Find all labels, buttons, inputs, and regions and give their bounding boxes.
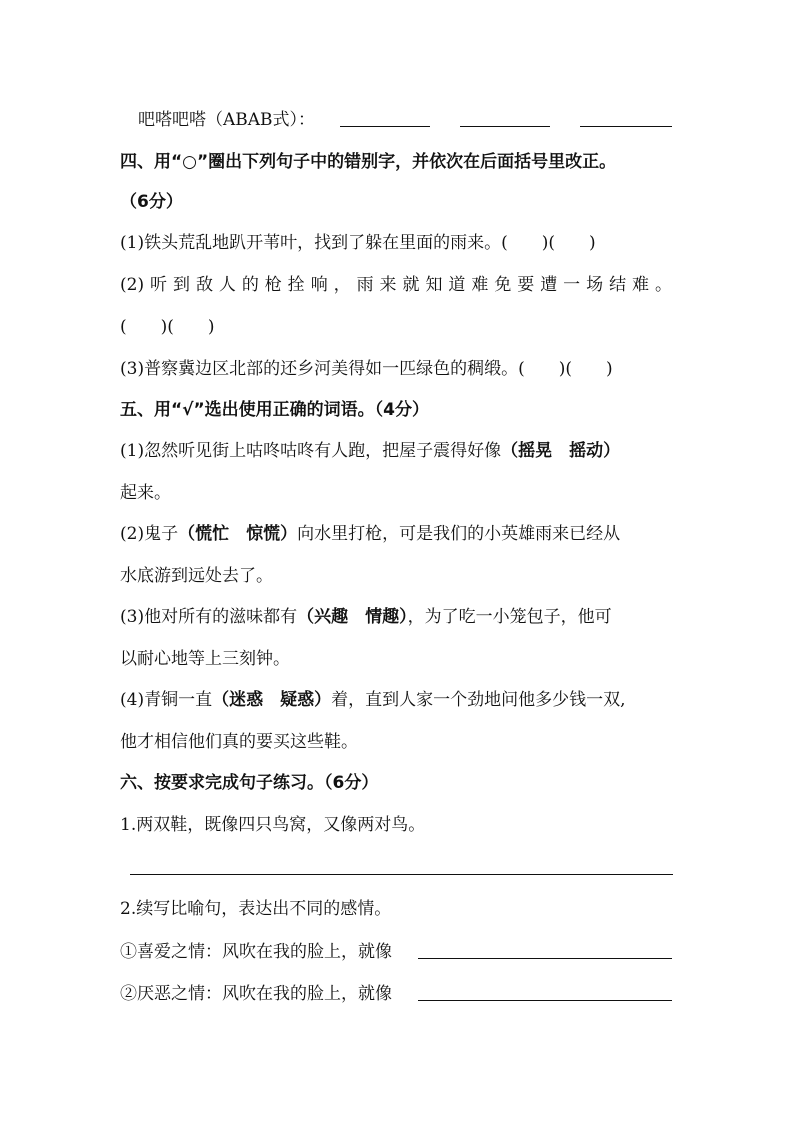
q5-sentence-4-cont: 他才相信他们真的要买这些鞋。 [120, 732, 358, 752]
section-6-title: 六、按要求完成句子练习。（6分） [120, 773, 379, 793]
answer-blank-2[interactable] [460, 110, 550, 127]
q6-item-a-blank[interactable] [418, 942, 672, 959]
q5-s3-options[interactable]: （兴趣 情趣） [297, 607, 408, 627]
q5-sentence-2-cont: 水底游到远处去了。 [120, 566, 273, 586]
section-4-score: （6分） [120, 192, 183, 212]
q5-s3-text: (3)他对所有的滋味都有 [120, 607, 298, 627]
q4-sentence-2-brackets: ( )( ) [120, 317, 215, 337]
answer-blank-1[interactable] [340, 110, 430, 127]
q5-s2-text: (2)鬼子 [120, 524, 179, 544]
q6-item-a: ①喜爱之情：风吹在我的脸上，就像 [120, 942, 392, 962]
q5-sentence-2 [120, 522, 680, 546]
section-5-title: 五、用“√”选出使用正确的词语。（4分） [120, 400, 430, 420]
q5-s4-options[interactable]: （迷惑 疑惑） [212, 690, 332, 710]
q5-s4-text: (4)青铜一直 [120, 690, 213, 710]
q5-sentence-3-cont: 以耐心地等上三刻钟。 [120, 649, 290, 669]
q4-sentence-3: (3)普察冀边区北部的还乡河美得如一匹绿色的稠缎。( )( ) [120, 359, 613, 379]
q6-item-b: ②厌恶之情：风吹在我的脸上，就像 [120, 984, 392, 1004]
q5-s2-options[interactable]: （慌忙 惊慌） [178, 524, 298, 544]
q5-s4-rest: 着，直到人家一个劲地问他多少钱一双, [331, 690, 626, 710]
q5-sentence-4 [120, 688, 680, 712]
q5-sentence-1 [120, 439, 680, 463]
q5-s2-rest: 向水里打枪，可是我们的小英雄雨来已经从 [297, 524, 621, 544]
q4-sentence-1: (1)铁头荒乱地趴开苇叶，找到了躲在里面的雨来。( )( ) [120, 233, 596, 253]
q5-sentence-1-cont: 起来。 [120, 483, 171, 503]
q6-answer-line-1[interactable] [130, 874, 673, 875]
section-4-title: 四、用“○”圈出下列句子中的错别字，并依次在后面括号里改正。 [120, 152, 617, 172]
q5-s3-rest: ，为了吃一小笼包子，他可 [407, 607, 612, 627]
q5-sentence-3 [120, 605, 680, 629]
q6-sentence-1: 1.两双鞋，既像四只鸟窝，又像两对鸟。 [120, 815, 426, 835]
q4-sentence-2: (2)听到敌人的枪拴响，雨来就知道难免要遭一场结难。 [120, 275, 672, 295]
abab-label: 吧嗒吧嗒（ABAB式）： [138, 110, 316, 130]
q6-sentence-2: 2.续写比喻句，表达出不同的感情。 [120, 899, 392, 919]
answer-blank-3[interactable] [580, 110, 672, 127]
q6-item-b-blank[interactable] [418, 984, 672, 1001]
q5-s1-text: (1)忽然听见街上咕咚咕咚有人跑，把屋子震得好像 [120, 441, 502, 461]
q5-s1-options[interactable]: （摇晃 摇动） [501, 441, 621, 461]
